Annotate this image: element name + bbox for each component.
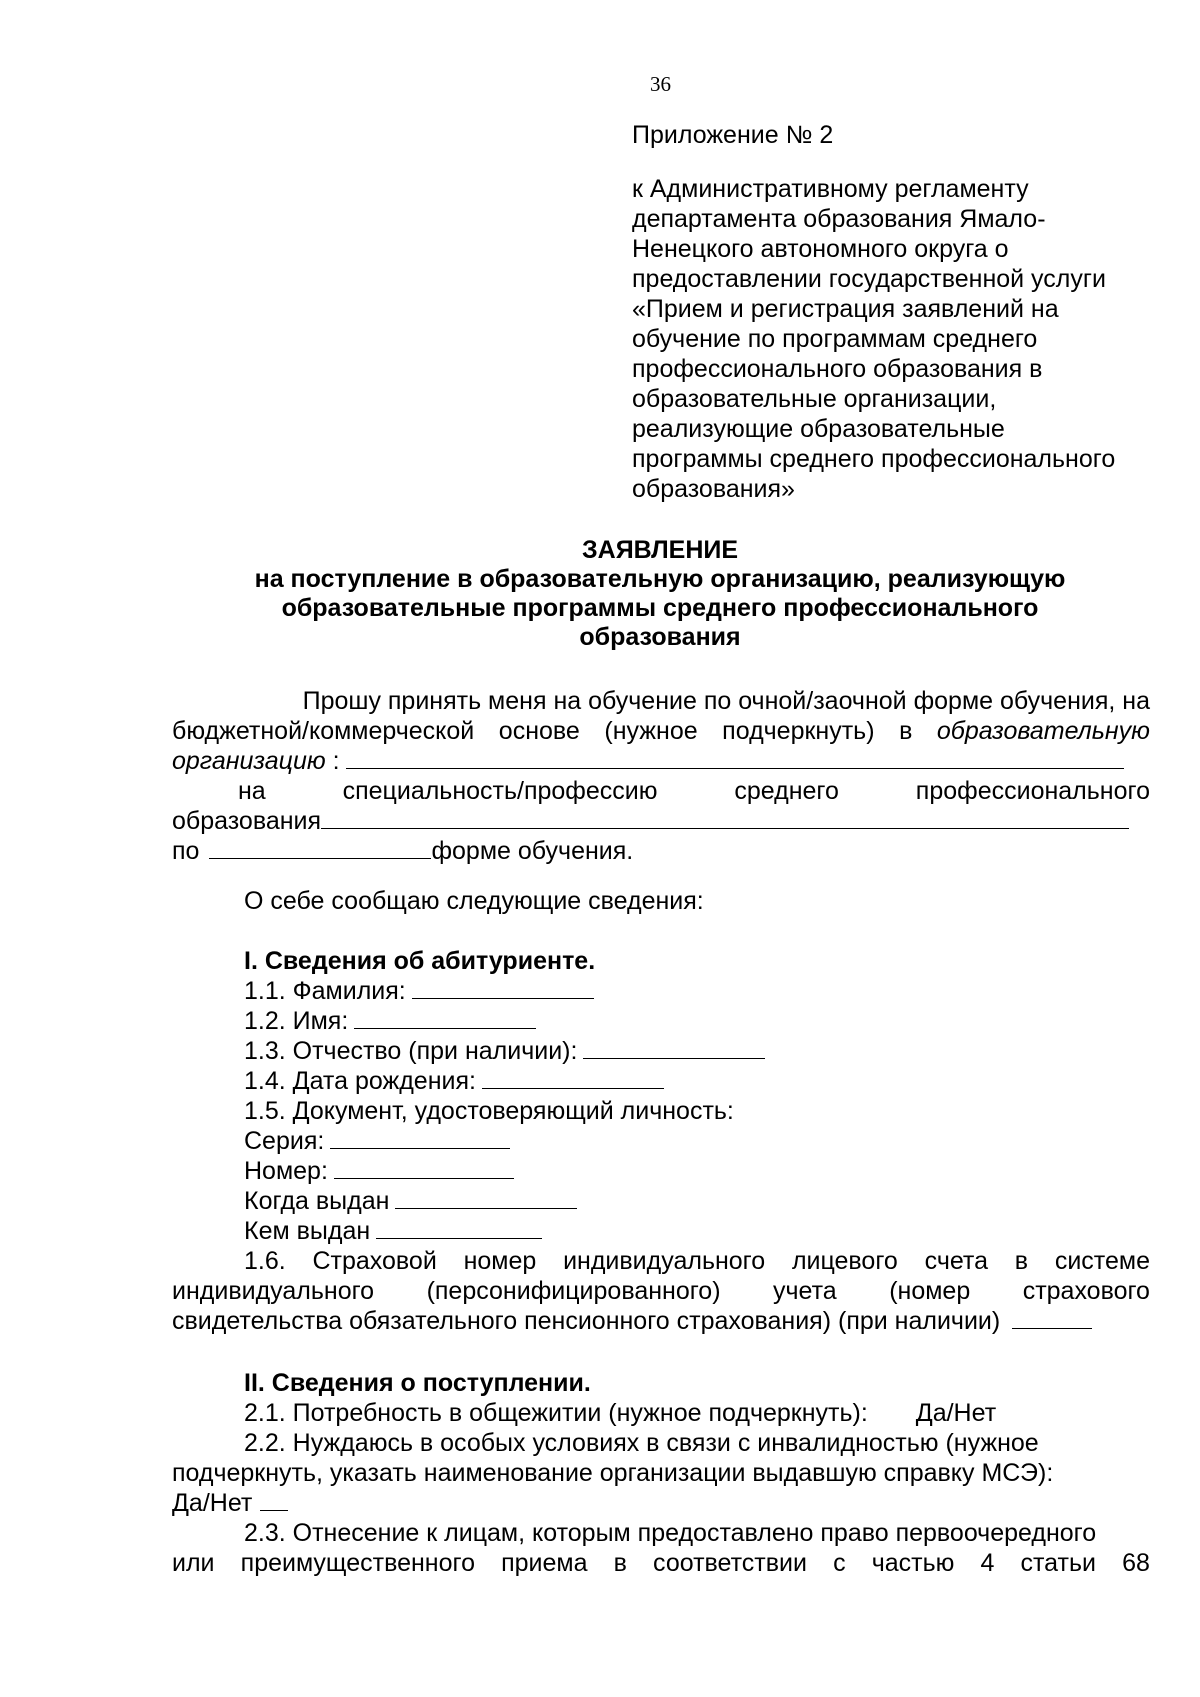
colon: :: [325, 747, 340, 775]
appendix-line: департамента образования Ямало-: [632, 205, 1046, 233]
organization-label: организацию: [172, 747, 326, 775]
study-form-blank[interactable]: [209, 836, 431, 859]
issued-when-label: Когда выдан: [244, 1187, 390, 1215]
priority-line: [172, 1548, 1150, 1578]
word: (персонифицированного): [426, 1277, 721, 1305]
about-line: [172, 886, 1150, 916]
word: или: [172, 1549, 215, 1577]
patronymic-blank[interactable]: [583, 1036, 765, 1059]
identity-document-label: 1.5. Документ, удостоверяющий личность:: [244, 1097, 734, 1125]
section-applicant: [172, 946, 1150, 1336]
issued-when-blank[interactable]: [395, 1186, 577, 1209]
section2-title: II. Сведения о поступлении.: [244, 1369, 591, 1397]
word: (номер: [889, 1277, 971, 1305]
specialty-line: [172, 776, 1150, 806]
word: индивидуального: [172, 1277, 375, 1305]
word: (нужное: [604, 717, 698, 745]
disability-line: 2.2. Нуждаюсь в особых условиях в связи с инвалидностью (нужное: [244, 1429, 1039, 1457]
birthdate-row: [172, 1066, 1150, 1096]
patronymic-label: 1.3. Отчество (при наличии):: [244, 1037, 578, 1065]
birthdate-label: 1.4. Дата рождения:: [244, 1067, 476, 1095]
series-blank[interactable]: [330, 1126, 510, 1149]
appendix-line: профессионального образования в: [632, 355, 1043, 383]
appendix-line: предоставлении государственной услуги: [632, 265, 1106, 293]
word: профессионального: [915, 777, 1150, 805]
appendix-line: «Прием и регистрация заявлений на: [632, 295, 1059, 323]
issued-when-row: [172, 1186, 1150, 1216]
word: основе: [498, 717, 580, 745]
word: 4: [980, 1549, 995, 1577]
snils-line: [172, 1306, 1150, 1336]
page-number: 36: [650, 72, 671, 96]
issued-by-blank[interactable]: [376, 1216, 542, 1239]
name-label: 1.2. Имя:: [244, 1007, 349, 1035]
section-admission: [172, 1368, 1150, 1578]
word: индивидуального: [563, 1247, 766, 1275]
intro-line: Прошу принять меня на обучение по очной/заочной форме обучения, на: [302, 687, 1150, 715]
snils-text: свидетельства обязательного пенсионного страхования) (при наличии): [172, 1307, 1001, 1335]
word: в: [613, 1549, 627, 1577]
word: бюджетной/коммерческой: [172, 717, 475, 745]
issued-by-label: Кем выдан: [244, 1217, 371, 1245]
word: номер: [463, 1247, 537, 1275]
word: приема: [501, 1549, 588, 1577]
word: подчеркнуть): [722, 717, 875, 745]
word: 1.6.: [244, 1247, 286, 1275]
series-label: Серия:: [244, 1127, 325, 1155]
appendix-line: Ненецкого автономного округа о: [632, 235, 1009, 263]
number-row: [172, 1156, 1150, 1186]
word: Страховой: [312, 1247, 437, 1275]
surname-row: [172, 976, 1150, 1006]
dormitory-row: [172, 1398, 1150, 1428]
heading-line: на поступление в образовательную организацию, реализующую: [254, 565, 1066, 593]
appendix-line: программы среднего профессионального: [632, 445, 1116, 473]
word: в: [899, 717, 913, 745]
specialty-blank[interactable]: [321, 806, 1129, 829]
name-blank[interactable]: [354, 1006, 536, 1029]
education-line: [172, 806, 1150, 836]
issued-by-row: [172, 1216, 1150, 1246]
patronymic-row: [172, 1036, 1150, 1066]
word: счета: [924, 1247, 988, 1275]
word: среднего: [734, 777, 839, 805]
word: соответствии: [653, 1549, 807, 1577]
surname-blank[interactable]: [412, 976, 594, 999]
appendix-line: образования»: [632, 475, 795, 503]
heading-line: образовательные программы среднего профессионального: [281, 594, 1039, 622]
disability-answer-row: [172, 1488, 1150, 1518]
heading-line: образования: [579, 623, 741, 651]
appendix-line: к Административному регламенту: [632, 175, 1029, 203]
name-row: [172, 1006, 1150, 1036]
word: с: [833, 1549, 846, 1577]
snils-line: [172, 1276, 1150, 1306]
disability-value[interactable]: Да/Нет: [172, 1489, 253, 1517]
about-text: О себе сообщаю следующие сведения:: [244, 887, 704, 915]
dormitory-label: 2.1. Потребность в общежитии (нужное подчеркнуть):: [244, 1399, 868, 1427]
word: частью: [871, 1549, 955, 1577]
intro-paragraph: [172, 686, 1150, 866]
form-line: [172, 836, 1150, 866]
word: в: [1014, 1247, 1029, 1275]
appendix-line: образовательные организации,: [632, 385, 997, 413]
form-suffix: форме обучения.: [431, 837, 634, 865]
word: системе: [1054, 1247, 1150, 1275]
word: статьи: [1020, 1549, 1096, 1577]
priority-line: 2.3. Отнесение к лицам, которым предоставлено право первоочередного: [244, 1519, 1097, 1547]
appendix-title: Приложение № 2: [632, 121, 834, 149]
word: страхового: [1022, 1277, 1150, 1305]
snils-line: [172, 1246, 1150, 1276]
appendix-line: обучение по программам среднего: [632, 325, 1038, 353]
word: преимущественного: [240, 1549, 475, 1577]
heading-title: ЗАЯВЛЕНИЕ: [581, 536, 739, 564]
organization-blank[interactable]: [346, 746, 1124, 769]
disability-line: подчеркнуть, указать наименование организации выдавшую справку МСЭ):: [172, 1459, 1054, 1487]
word: специальность/профессию: [342, 777, 658, 805]
series-row: [172, 1126, 1150, 1156]
intro-line: [172, 716, 1150, 746]
word: 68: [1122, 1549, 1150, 1577]
word: на: [238, 777, 266, 805]
organization-line: [172, 746, 1150, 776]
snils-blank[interactable]: [1012, 1306, 1092, 1329]
disability-blank[interactable]: [260, 1488, 288, 1511]
appendix-line: реализующие образовательные: [632, 415, 1005, 443]
word: учета: [773, 1277, 837, 1305]
number-label: Номер:: [244, 1157, 328, 1185]
word: лицевого: [791, 1247, 898, 1275]
surname-label: 1.1. Фамилия:: [244, 977, 406, 1005]
appendix-block: [632, 120, 1152, 504]
document-heading: [160, 536, 1160, 652]
dormitory-value[interactable]: Да/Нет: [915, 1399, 997, 1427]
word: образовательную: [936, 717, 1150, 745]
birthdate-blank[interactable]: [482, 1066, 664, 1089]
form-prefix: по: [172, 837, 200, 865]
number-blank[interactable]: [334, 1156, 514, 1179]
education-label: образования: [172, 807, 322, 835]
section1-title: I. Сведения об абитуриенте.: [244, 947, 596, 975]
